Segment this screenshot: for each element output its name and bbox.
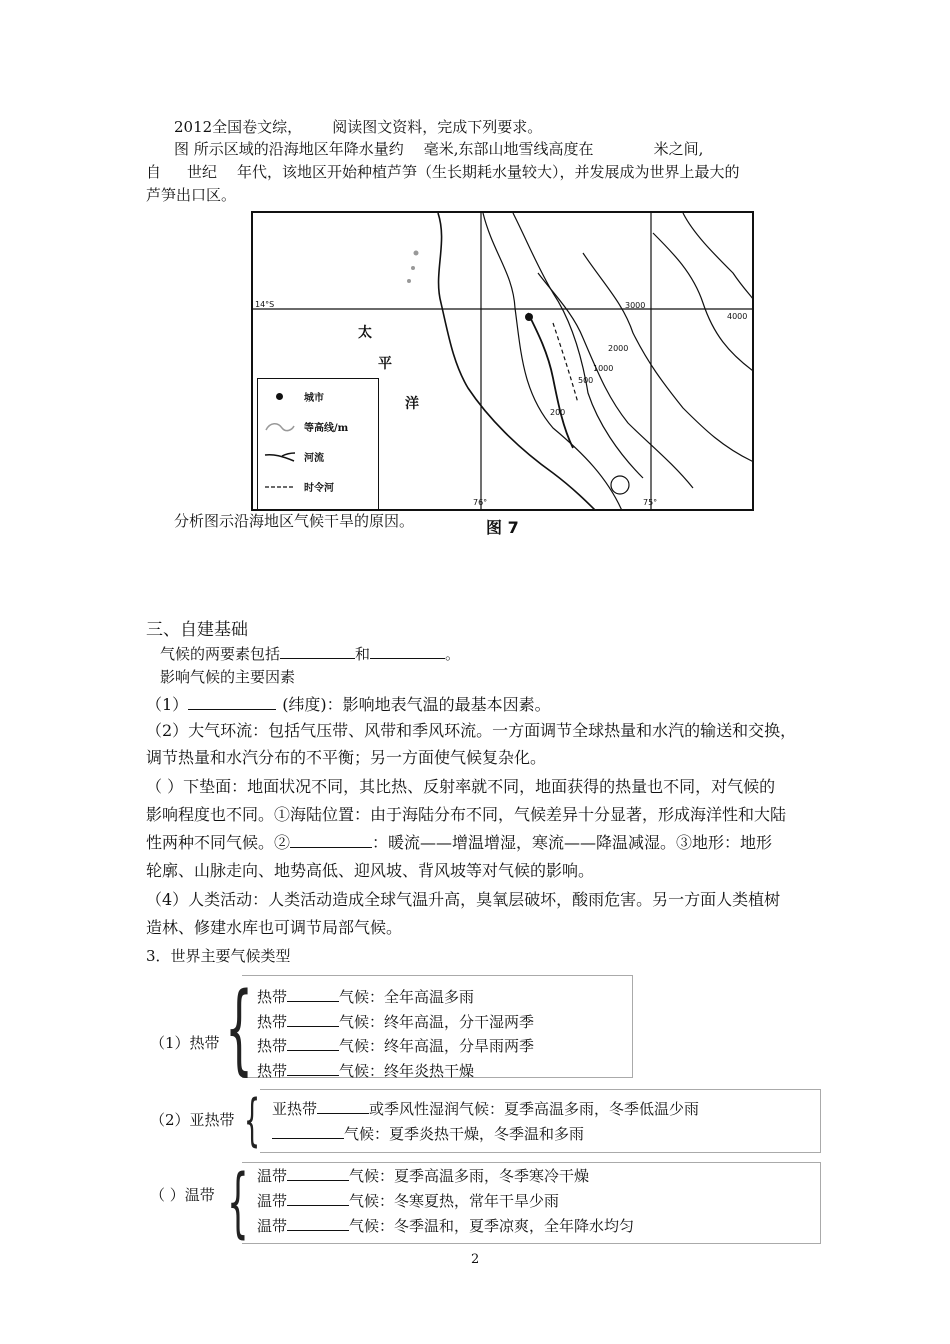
contour-loop <box>611 476 629 494</box>
factor-3-line-2: 影响程度也不同。①海陆位置：由于海陆分布不同，气候差异十分显著，形成海洋性和大陆 <box>146 805 787 824</box>
island <box>414 251 419 256</box>
longitude-label-75: 75° <box>643 498 658 507</box>
answer-blank[interactable] <box>287 987 339 1002</box>
tropical-label: （1）热带 <box>150 1034 220 1052</box>
contour-line <box>583 253 754 463</box>
legend-item-city <box>264 389 324 404</box>
brace-icon: { <box>244 1088 261 1153</box>
answer-blank[interactable] <box>287 1061 339 1076</box>
factors-heading: 影响气候的主要因素 <box>160 668 296 686</box>
legend-label: 城市 <box>304 393 324 404</box>
contour-label-200: 200 <box>550 408 566 417</box>
contour-line <box>483 213 623 511</box>
legend-label: 河流 <box>304 453 324 464</box>
factor-4-line-1: （4）人类活动：人类活动造成全球气温升高，臭氧层破坏，酸雨危害。另一方面人类植树 <box>146 890 781 909</box>
answer-blank[interactable] <box>370 644 445 659</box>
map-legend <box>257 378 379 510</box>
question-line-2 <box>174 138 703 159</box>
subtropical-label: （2）亚热带 <box>150 1111 235 1129</box>
body-text: 和 <box>355 645 371 663</box>
tropical-row: 热带 气候：终年高温，分干湿两季 <box>257 1013 535 1031</box>
ocean-label-char: 平 <box>378 356 392 372</box>
body-text: （1） <box>146 695 189 714</box>
legend-item-contour <box>264 419 348 434</box>
answer-blank[interactable] <box>280 644 355 659</box>
question-text: 世纪 <box>187 163 218 181</box>
page-number: 2 <box>471 1252 480 1267</box>
question-text: 毫米,东部山地雪线高度在 <box>423 140 594 158</box>
question-text: 自 <box>146 163 162 181</box>
longitude-label-76: 76° <box>473 498 488 507</box>
answer-blank[interactable] <box>287 1216 349 1231</box>
answer-blank[interactable] <box>188 695 276 710</box>
factor-1 <box>146 692 551 715</box>
answer-blank[interactable] <box>287 1012 339 1027</box>
answer-blank[interactable] <box>272 1124 344 1139</box>
temperate-row: 温带 气候：冬寒夏热，常年干旱少雨 <box>257 1192 560 1210</box>
tropical-row: 热带 气候：全年高温多雨 <box>257 988 475 1006</box>
temperate-label: （ ）温带 <box>150 1186 215 1204</box>
coastline <box>438 213 598 511</box>
latitude-label: 14°S <box>255 300 275 309</box>
legend-label: 时令河 <box>304 483 334 494</box>
contour-line-icon <box>264 420 296 434</box>
contour-line <box>538 273 693 488</box>
subtropical-row: 气候：夏季炎热干燥，冬季温和多雨 <box>272 1123 584 1144</box>
tropical-row: 热带 气候：终年高温，分旱雨两季 <box>257 1037 535 1055</box>
climate-elements-line <box>160 643 460 664</box>
tropical-row: 热带 气候：终年炎热干燥 <box>257 1062 475 1080</box>
island <box>407 279 411 283</box>
body-text: 气候的两要素包括 <box>160 645 281 663</box>
answer-blank[interactable] <box>287 1191 349 1206</box>
question-line-4: 芦笋出口区。 <box>146 186 237 204</box>
contour-label-2000: 2000 <box>608 344 629 353</box>
factor-3-line-4: 轮廓、山脉走向、地势高低、迎风坡、背风坡等对气候的影响。 <box>146 861 595 880</box>
question-source-line <box>174 116 542 137</box>
city-dot <box>525 313 533 321</box>
answer-blank[interactable] <box>290 833 372 848</box>
factor-4-line-2: 造林、修建水库也可调节局部气候。 <box>146 918 403 937</box>
body-text: 性两种不同气候。② <box>146 833 291 852</box>
question-instruction: 阅读图文资料，完成下列要求。 <box>332 118 543 136</box>
factor-3-line-1: （ ）下垫面：地面状况不同，其比热、反射率就不同，地面获得的热量也不同，对气候的 <box>146 777 776 796</box>
contour-label-500: 500 <box>578 376 594 385</box>
factor-3-line-3 <box>146 830 772 853</box>
city-dot-icon <box>276 393 283 400</box>
temperate-row: 温带 气候：夏季高温多雨，冬季寒冷干燥 <box>257 1167 590 1185</box>
contour-label-1000: 1000 <box>593 364 614 373</box>
question-text: 米之间, <box>653 140 704 158</box>
question-source: 2012全国卷文综， <box>174 118 303 136</box>
terrain-map-figure <box>251 211 754 511</box>
seasonal-river <box>553 323 578 403</box>
subtropical-row: 亚热带 或季风性湿润气候：夏季高温多雨，冬季低温少雨 <box>272 1100 700 1118</box>
body-text: 。 <box>445 645 461 663</box>
river-icon <box>264 450 296 464</box>
question-task: 分析图示沿海地区气候干旱的原因。 <box>174 512 415 530</box>
section-heading: 三、自建基础 <box>146 620 248 640</box>
contour-line <box>683 213 754 303</box>
climate-types-heading: 3．世界主要气候类型 <box>146 947 291 965</box>
brace-icon: { <box>225 972 254 1086</box>
map-caption: 图 7 <box>486 518 519 537</box>
factor-2-line-2: 调节热量和水汽分布的不平衡；另一方面使气候复杂化。 <box>146 748 547 767</box>
ocean-label-char: 太 <box>358 325 372 341</box>
brace-icon: { <box>227 1157 249 1246</box>
contour-label-3000: 3000 <box>625 301 646 310</box>
contour-line <box>653 233 754 373</box>
answer-blank[interactable] <box>287 1036 339 1051</box>
legend-item-river <box>264 449 324 464</box>
seasonal-river-icon <box>264 480 296 494</box>
river <box>528 313 573 448</box>
ocean-label-char: 洋 <box>405 396 419 412</box>
contour-label-4000: 4000 <box>727 312 748 321</box>
factor-2-line-1: （2）大气环流：包括气压带、风带和季风环流。一方面调节全球热量和水汽的输送和交换， <box>146 721 797 740</box>
legend-label: 等高线/m <box>304 423 349 434</box>
body-text: (纬度)：影响地表气温的最基本因素。 <box>282 695 551 714</box>
legend-item-seasonal-river <box>264 479 334 494</box>
island <box>411 266 415 270</box>
answer-blank[interactable] <box>317 1099 369 1114</box>
question-text: 年代，该地区开始种植芦笋（生长期耗水量较大），并发展成为世界上最大的 <box>237 163 740 181</box>
answer-blank[interactable] <box>287 1166 349 1181</box>
question-line-3 <box>146 161 740 182</box>
body-text: ：暖流——增温增湿，寒流——降温减湿。③地形：地形 <box>372 833 773 852</box>
temperate-row: 温带 气候：冬季温和，夏季凉爽，全年降水均匀 <box>257 1217 635 1235</box>
question-text: 图 所示区域的沿海地区年降水量约 <box>174 140 404 158</box>
